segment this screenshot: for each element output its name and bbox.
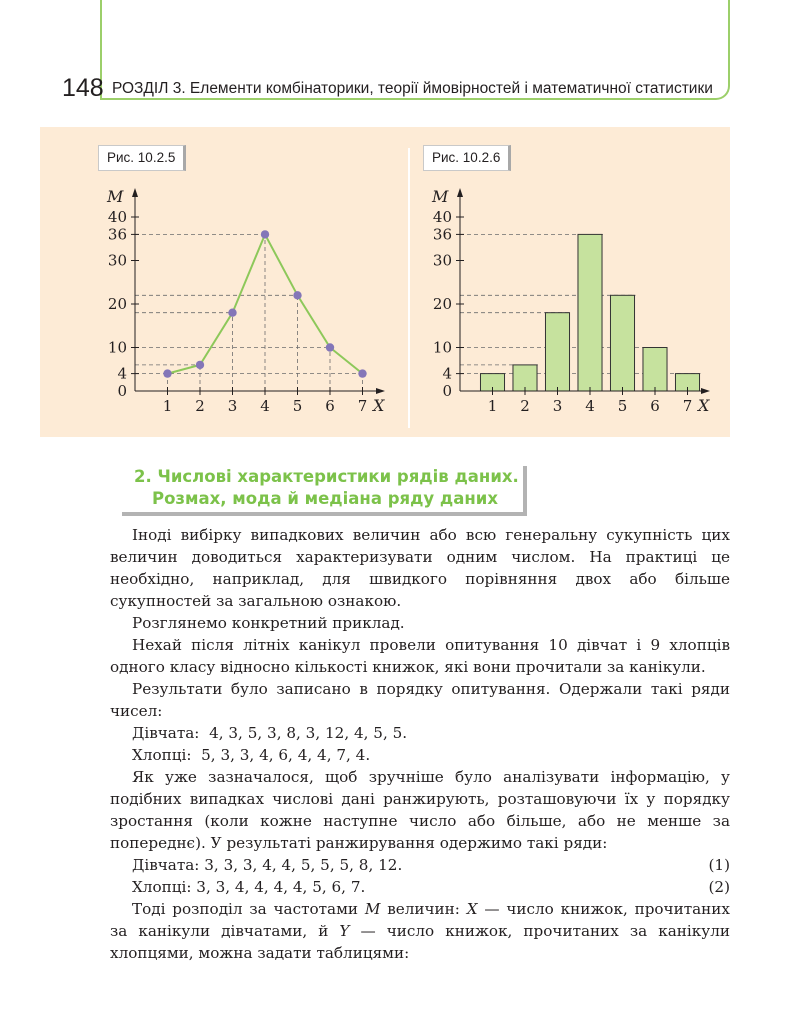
girls-sorted-series [110, 854, 730, 876]
bar [578, 234, 602, 391]
bar [643, 348, 667, 392]
y-axis-arrow [132, 188, 138, 197]
text-run: величин: [380, 900, 467, 918]
y-tick-label: 30 [432, 251, 452, 270]
boys-sorted-series [110, 876, 730, 898]
x-tick-label: 6 [650, 397, 660, 415]
paragraph: Іноді вибірку випадкових величин або всю генеральну сукупність цих величин доводиться характеризувати одним числом. На практиці це необхідно, наприклад, для швидкого порівняння двох або більше сукупностей за загальною ознакою. [110, 526, 730, 610]
bar [610, 295, 634, 391]
y-tick-label: 36 [107, 225, 127, 244]
x-tick-label: 2 [520, 397, 530, 415]
section-title-line2: Розмах, мода й медіана ряду даних [152, 489, 498, 508]
x-axis-label: X [698, 396, 710, 415]
girls-sorted-text: Дівчата: 3, 3, 3, 4, 4, 5, 5, 5, 8, 12. [132, 856, 403, 874]
x-tick-label: 1 [487, 397, 498, 415]
variable-y: Y [339, 922, 350, 940]
variable-x: X [466, 900, 478, 918]
page-number: 148 [62, 74, 104, 102]
paragraph: Розглянемо конкретний приклад. [132, 614, 405, 632]
equation-number: (1) [708, 856, 730, 874]
y-axis-label: M [107, 187, 124, 206]
y-axis-label: M [432, 187, 449, 206]
line-chart [90, 180, 400, 420]
y-tick-label: 4 [442, 364, 452, 383]
data-point [196, 361, 204, 369]
figure-separator [408, 148, 410, 428]
x-axis-label: X [373, 396, 385, 415]
text-run: — число книжок, прочитаних за канікули хлопцями, можна задати таблицями: [110, 922, 730, 962]
data-point [293, 291, 301, 299]
x-tick-label: 6 [325, 397, 335, 415]
text-run: Тоді розподіл за частотами [132, 900, 365, 918]
y-tick-label: 4 [117, 364, 127, 383]
paragraph: Нехай після літніх канікул провели опитування 10 дівчат і 9 хлопців одного класу відносно кількості книжок, які вони прочитали за канікули. [110, 636, 730, 676]
paragraph: Як уже зазначалося, щоб зручніше було аналізувати інформацію, у подібних випадках числові дані ранжирують, розташовуючи їх у порядку зростання (коли кожне наступне число або більше, або не менше за попереднє). У результаті ранжирування одержимо такі ряди: [110, 768, 730, 852]
body-text [110, 524, 730, 964]
x-tick-label: 1 [162, 397, 173, 415]
y-tick-label: 40 [107, 208, 127, 226]
y-tick-label: 10 [432, 338, 452, 357]
y-tick-label: 20 [107, 295, 127, 313]
x-axis-arrow [376, 388, 385, 394]
y-tick-label: 20 [432, 295, 452, 313]
y-tick-label: 36 [432, 225, 452, 244]
y-tick-label: 30 [107, 251, 127, 270]
variable-m: M [364, 900, 381, 918]
figure-label-right: Рис. 10.2.6 [423, 145, 511, 171]
section-title-line1: 2. Числові характеристики рядів даних. [134, 467, 519, 486]
x-tick-label: 3 [552, 397, 563, 415]
x-tick-label: 4 [585, 397, 595, 415]
boys-raw-series: Хлопці: 5, 3, 3, 4, 6, 4, 4, 7, 4. [132, 746, 371, 764]
x-tick-label: 7 [682, 397, 693, 415]
x-tick-label: 4 [260, 397, 270, 415]
section-title [122, 466, 527, 516]
y-axis-arrow [457, 188, 463, 197]
boys-sorted-text: Хлопці: 3, 3, 4, 4, 4, 4, 5, 6, 7. [132, 878, 366, 896]
bar [545, 313, 569, 391]
data-point [358, 369, 366, 377]
x-tick-label: 2 [195, 397, 205, 415]
data-point [163, 369, 171, 377]
x-tick-label: 7 [357, 397, 368, 415]
figure-label-left: Рис. 10.2.5 [98, 145, 186, 171]
data-point [228, 309, 236, 317]
x-tick-label: 5 [292, 397, 303, 415]
text-run: — число книжок, прочитаних за канікули дівчатами, й [110, 900, 730, 940]
data-point [261, 230, 269, 238]
y-tick-label: 0 [117, 382, 127, 400]
running-header: РОЗДІЛ 3. Елементи комбінаторики, теорії ймовірностей і математичної статистики [112, 80, 713, 97]
equation-number: (2) [708, 878, 730, 896]
y-tick-label: 0 [442, 382, 452, 400]
y-tick-label: 10 [107, 338, 127, 357]
bar-chart [415, 180, 725, 420]
paragraph [110, 898, 730, 964]
x-tick-label: 3 [227, 397, 238, 415]
paragraph: Результати було записано в порядку опитування. Одержали такі ряди чисел: [110, 680, 730, 720]
y-tick-label: 40 [432, 208, 452, 226]
data-point [326, 343, 334, 351]
x-axis-arrow [701, 388, 710, 394]
x-tick-label: 5 [617, 397, 628, 415]
girls-raw-series: Дівчата: 4, 3, 5, 3, 8, 3, 12, 4, 5, 5. [132, 724, 408, 742]
